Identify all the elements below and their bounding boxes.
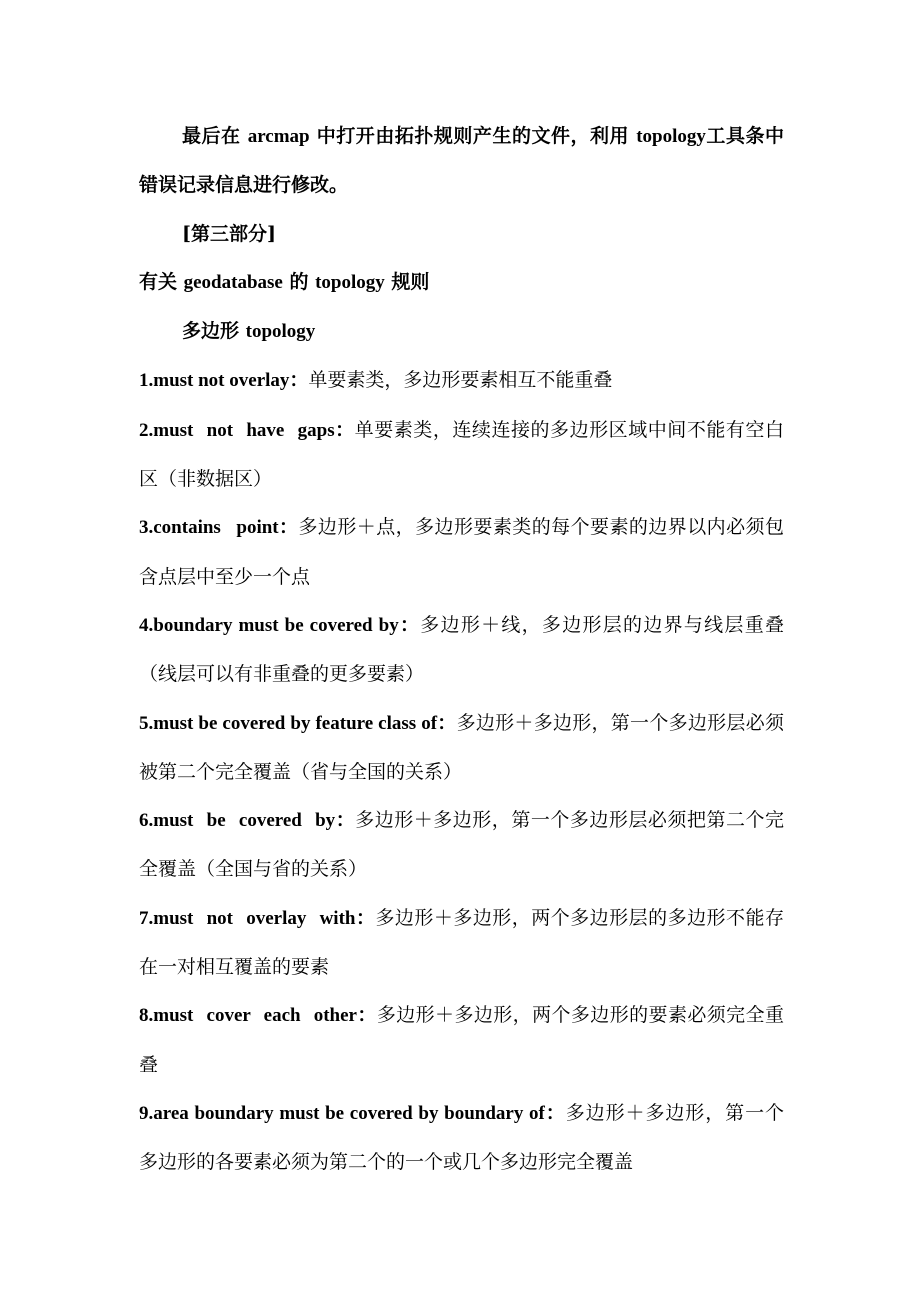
rule-item — [139, 503, 784, 601]
rule-item — [139, 894, 784, 992]
rule-description: 多边形＋点，多边形要素类的每个要素的边界以内必须包含点层中至少一个点 — [139, 516, 784, 588]
intro-text-1: 最后在 — [182, 125, 248, 147]
rule-item — [139, 699, 784, 797]
document-body — [139, 112, 784, 1187]
rule-description: 多边形＋线，多边形层的边界与线层重叠（线层可以有非重叠的更多要素） — [139, 613, 784, 686]
rule-item — [139, 601, 784, 699]
polygon-heading-text: 多边形 — [182, 320, 246, 343]
rule-description: 多边形＋多边形，第一个多边形的各要素必须为第二个的一个或几个多边形完全覆盖 — [139, 1101, 784, 1174]
rule-description: 多边形＋多边形，两个多边形的要素必须完全重叠 — [139, 1004, 784, 1076]
rule-term: 5.must be covered by feature class of： — [139, 712, 457, 734]
polygon-topology-heading — [139, 307, 784, 356]
rule-term: 9.area boundary must be covered by boundary of： — [139, 1102, 566, 1124]
rule-description: 单要素类，连续连接的多边形区域中间不能有空白区（非数据区） — [139, 418, 784, 491]
rule-description: 多边形＋多边形，第一个多边形层必须把第二个完全覆盖（全国与省的关系） — [139, 809, 784, 881]
intro-text-3: 工具条中错误记录信息进行修改。 — [139, 125, 784, 197]
polygon-heading-term: topology — [245, 321, 316, 343]
rule-term: 8.must cover each other： — [139, 1005, 377, 1027]
intro-term-topology: topology — [636, 126, 706, 147]
rule-item — [139, 1089, 784, 1187]
subheading-text-3: 规则 — [384, 270, 430, 293]
rule-item — [139, 356, 784, 405]
intro-text-2: 中打开由拓扑规则产生的文件，利用 — [309, 125, 637, 147]
subheading-text-2: 的 — [282, 270, 316, 293]
rule-item — [139, 406, 784, 504]
rule-item — [139, 796, 784, 894]
rule-term: 2.must not have gaps： — [139, 419, 355, 441]
rule-description: 多边形＋多边形，两个多边形层的多边形不能存在一对相互覆盖的要素 — [139, 906, 784, 979]
intro-term-arcmap: arcmap — [247, 126, 310, 147]
rule-term: 6.must be covered by： — [139, 810, 356, 832]
subheading-term-topology: topology — [315, 271, 385, 293]
rule-description: 多边形＋多边形，第一个多边形层必须被第二个完全覆盖（省与全国的关系） — [139, 711, 784, 783]
subheading-term-geodatabase: geodatabase — [183, 271, 283, 293]
rule-item — [139, 991, 784, 1089]
rule-description: 单要素类，多边形要素相互不能重叠 — [308, 369, 613, 392]
rule-term: 4.boundary must be covered by： — [139, 614, 421, 636]
rule-term: 1.must not overlay： — [139, 370, 309, 392]
intro-paragraph — [139, 112, 784, 210]
section-heading: [第三部分] — [182, 222, 276, 245]
rule-term: 7.must not overlay with： — [139, 907, 376, 929]
rule-term: 3.contains point： — [139, 517, 299, 539]
subheading — [139, 258, 784, 307]
subheading-text-1: 有关 — [139, 270, 184, 293]
